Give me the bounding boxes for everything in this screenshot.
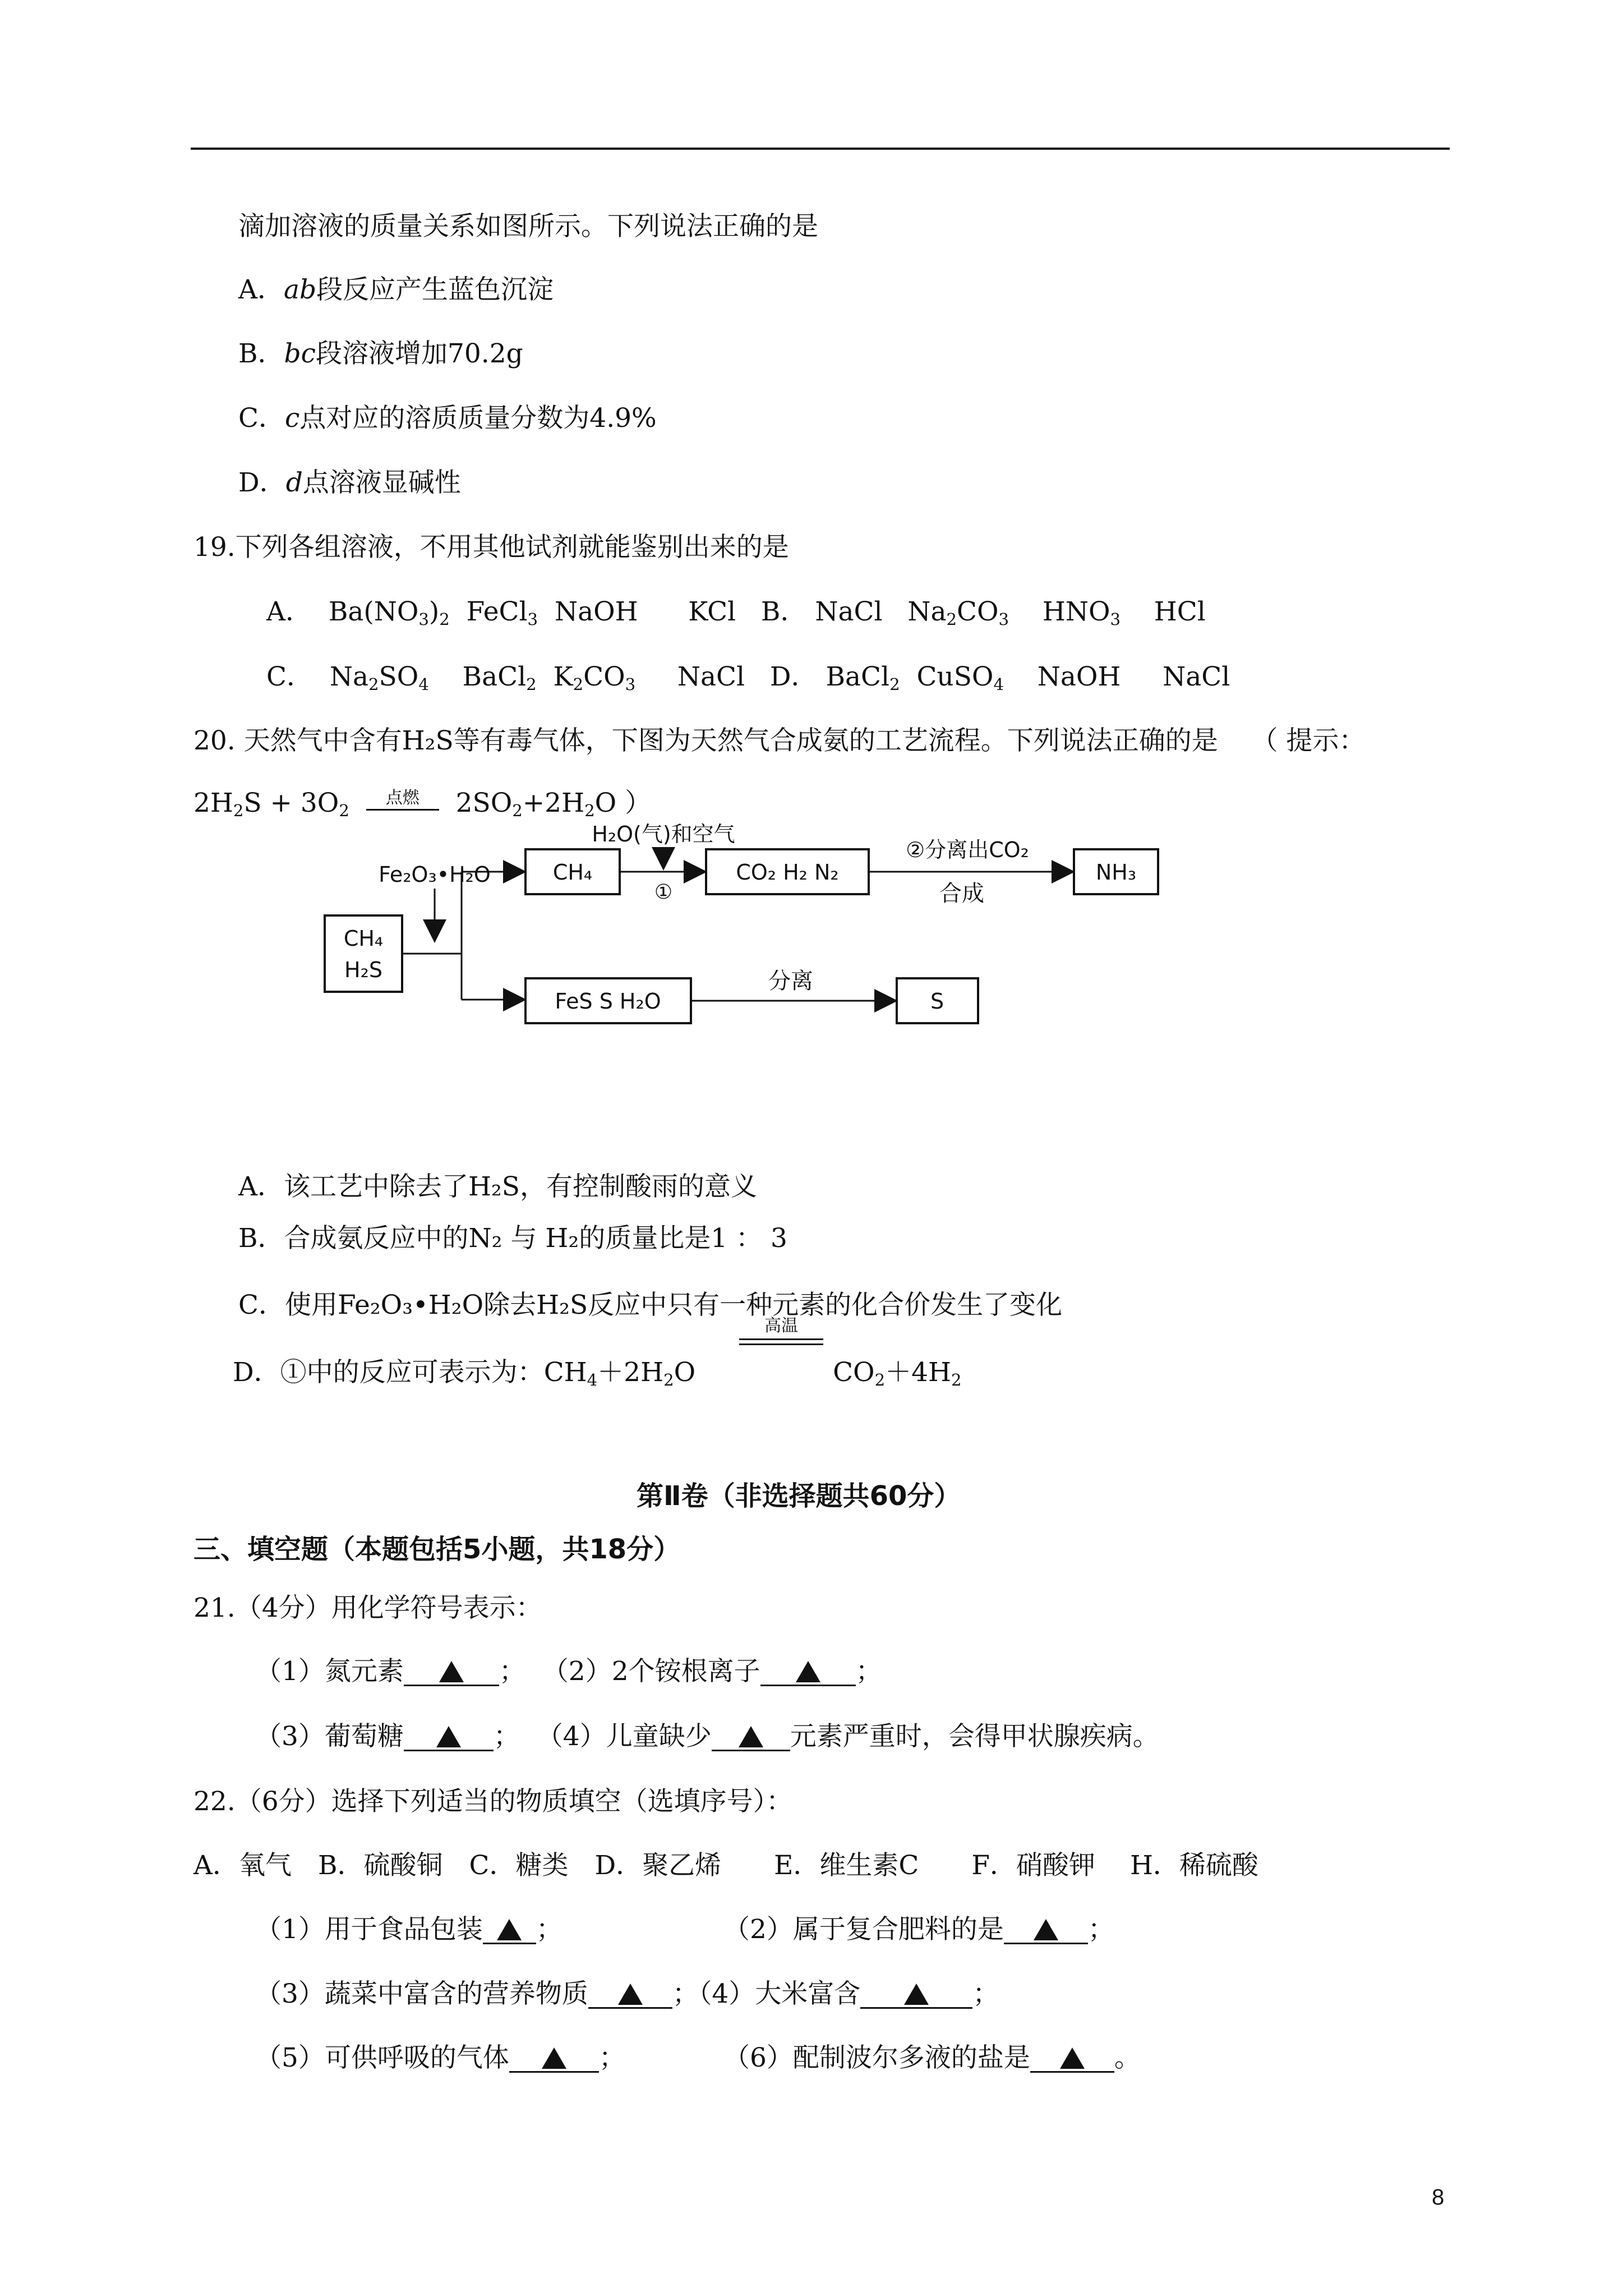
triangle-icon — [542, 2047, 566, 2069]
q18-option-d: D．d点溶液显碱性 — [238, 467, 461, 498]
box-ch4-label: CH₄ — [552, 860, 593, 885]
step-1-label: ① — [654, 881, 673, 904]
q19-row-ab: A． $Ba(NO_3)_2$ FeCl$_3$ NaOH KCl B． NaCl $Na_2CO_3$ $HNO_3$ HCl — [266, 596, 1206, 629]
q22-item-2: （2）属于复合肥料的是 ； — [723, 1914, 1114, 1945]
triangle-icon — [439, 1661, 464, 1682]
q21-row-1: （1）氮元素 ； （2）2个铵根离子 ； — [255, 1656, 882, 1687]
separation-label: 分离 — [768, 968, 813, 994]
q22-blank-6[interactable] — [1030, 2045, 1114, 2073]
q22-item-6: （6）配制波尔多液的盐是 。 — [723, 2042, 1141, 2073]
triangle-icon — [904, 1984, 929, 2005]
high-temp-condition: 高温 — [739, 1312, 823, 1345]
q19-row-cd: C． $Na_2SO_4$ BaCl$_2$ $K_2CO_3$ NaCl D． BaCl$_2$ CuSO$_4$ NaOH NaCl — [266, 661, 1230, 694]
q18-option-a: A．ab段反应产生蓝色沉淀 — [238, 274, 554, 305]
synthesis-label: 合成 — [939, 881, 984, 907]
q18-option-b: B．bc段溶液增加70.2g — [238, 338, 523, 369]
q22-item-1: （1）用于食品包装 ； — [255, 1914, 562, 1945]
reagent-water-air: H₂O(气)和空气 — [592, 822, 735, 846]
q22-item-3: （3）蔬菜中富含的营养物质 ；（4）大米富含 ； — [255, 1978, 999, 2009]
triangle-icon — [497, 1919, 522, 1940]
reagent-fe2o3: Fe₂O₃•H₂O — [379, 862, 491, 887]
q20-option-c: C．使用Fe₂O₃•H₂O除去H₂S反应中只有一种元素的化合价发生了变化 — [238, 1290, 1063, 1320]
q22-blank-2[interactable] — [1004, 1916, 1088, 1944]
triangle-icon — [1060, 2047, 1085, 2069]
process-flow-diagram — [322, 819, 1175, 1049]
q22-item-5: （5）可供呼吸的气体 ； — [255, 2042, 625, 2073]
fire-condition: 点燃 — [366, 790, 439, 811]
q20-option-a: A．该工艺中除去了H₂S，有控制酸雨的意义 — [238, 1171, 757, 1202]
section-2-title: 第Ⅱ卷（非选择题共60分） — [637, 1480, 961, 1512]
header-rule — [191, 148, 1450, 150]
q21-blank-3[interactable] — [404, 1723, 494, 1751]
triangle-icon — [618, 1984, 643, 2005]
q22-blank-3[interactable] — [588, 1981, 672, 2009]
box-gases-label: CO₂ H₂ N₂ — [736, 860, 839, 885]
part-3-title: 三、填空题（本题包括5小题，共18分） — [193, 1534, 681, 1565]
triangle-icon — [796, 1661, 820, 1682]
q21-stem: 21.（4分）用化学符号表示： — [193, 1593, 542, 1623]
q22-stem: 22.（6分）选择下列适当的物质填空（选填序号）： — [193, 1786, 793, 1817]
q21-blank-2[interactable] — [760, 1658, 856, 1686]
box-raw-gas-line2: H₂S — [344, 958, 382, 982]
q21-blank-1[interactable] — [404, 1658, 499, 1686]
q18-option-c: C．c点对应的溶质质量分数为4.9% — [238, 403, 657, 434]
page-number: 8 — [1432, 2185, 1445, 2210]
q20-option-d: D．①中的反应可表示为：$CH_4+2H_2O$ $CO_2+4H_2$ — [233, 1357, 962, 1390]
q22-blank-5[interactable] — [509, 2045, 599, 2073]
q20-option-b: B．合成氨反应中的N₂ 与 H₂的质量比是1 ： 3 — [238, 1223, 787, 1254]
step-2-label: ②分离出CO₂ — [906, 838, 1029, 862]
triangle-icon — [436, 1726, 461, 1747]
q20-stem: 20. 天然气中含有H₂S等有毒气体，下图为天然气合成氨的工艺流程。下列说法正确的是 （ 提示： — [193, 725, 1366, 756]
triangle-icon — [1034, 1919, 1058, 1940]
box-nh3-label: NH₃ — [1095, 860, 1137, 885]
q21-blank-4[interactable] — [712, 1723, 790, 1751]
q20-hint-equation: $2H_2S + 3O_2$ 点燃 $2SO_2+2H_2O$ ） — [193, 788, 652, 821]
q19-stem: 19.下列各组溶液，不用其他试剂就能鉴别出来的是 — [193, 532, 789, 563]
q22-blank-1[interactable] — [483, 1916, 536, 1944]
q22-choices: A．氧气 B．硫酸铜 C．糖类 D．聚乙烯 E．维生素C F．硝酸钾 H．稀硫酸 — [193, 1850, 1258, 1881]
q22-blank-4[interactable] — [860, 1981, 972, 2009]
q18-stem: 滴加溶液的质量关系如图所示。下列说法正确的是 — [238, 211, 818, 242]
box-s-label: S — [930, 989, 944, 1014]
box-fes-label: FeS S H₂O — [555, 989, 661, 1014]
box-raw-gas-line1: CH₄ — [343, 926, 384, 951]
triangle-icon — [739, 1726, 763, 1747]
q21-row-2: （3）葡萄糖 ； （4）儿童缺少 元素严重时，会得甲状腺疾病。 — [255, 1721, 1159, 1752]
